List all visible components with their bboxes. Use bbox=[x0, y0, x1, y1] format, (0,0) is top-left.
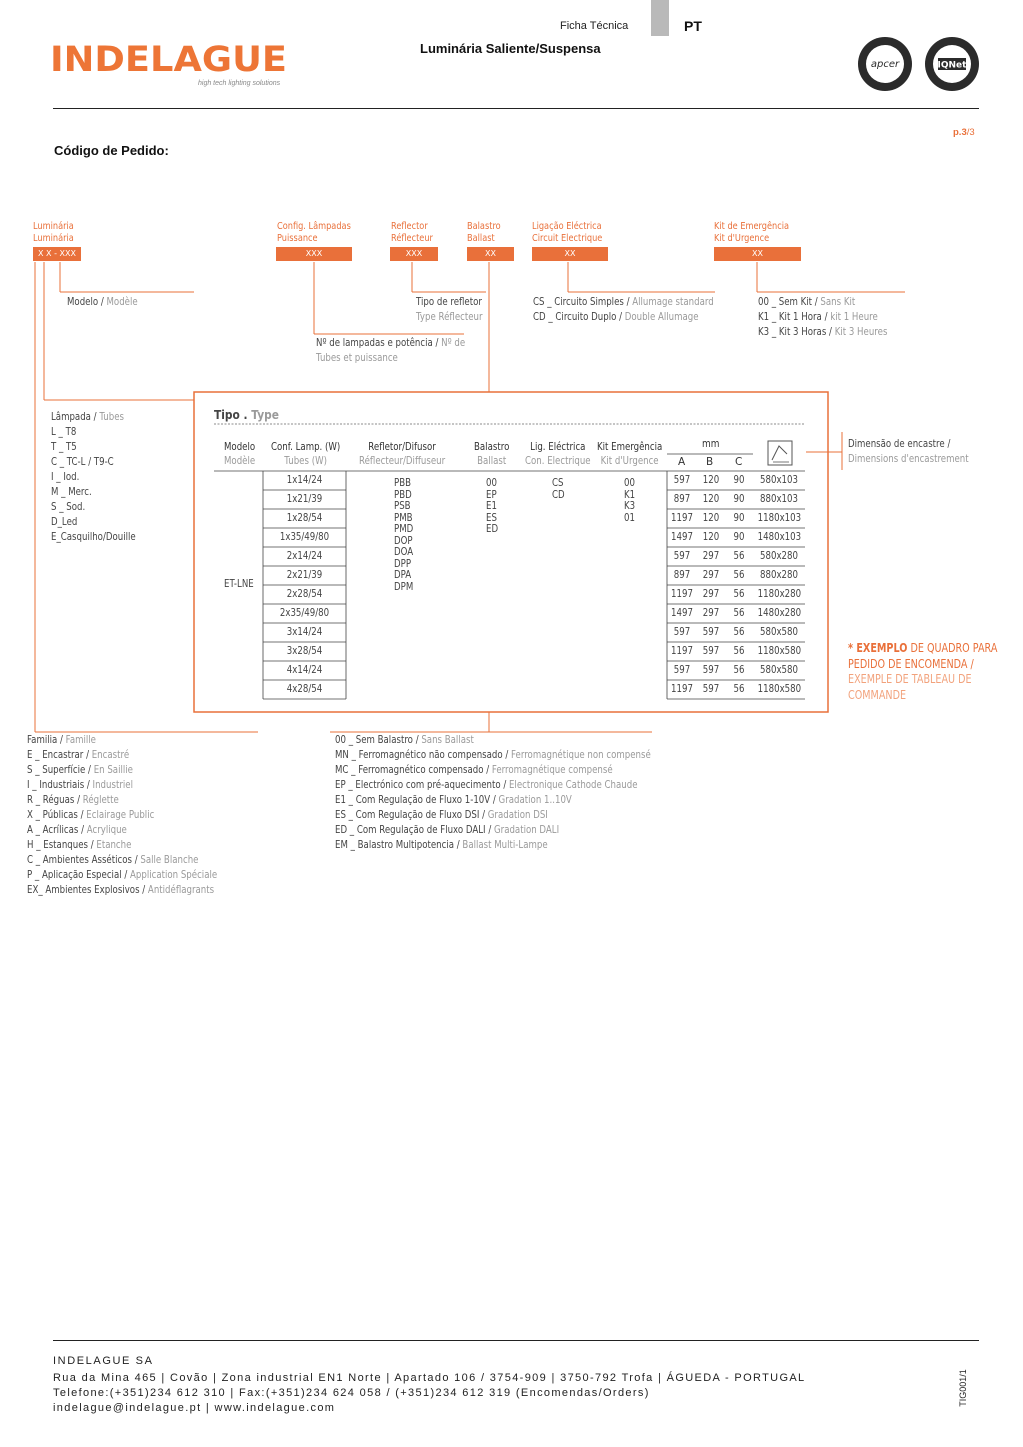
dim-cell: 120 bbox=[702, 512, 720, 524]
ligacao-code: CS bbox=[552, 477, 564, 489]
balastro-item bbox=[335, 838, 651, 853]
conf-cell: 1x21/39 bbox=[286, 493, 323, 505]
balastro-item bbox=[335, 808, 651, 823]
lampada-item: D_Led bbox=[51, 516, 78, 528]
balastro-item-fr: Ballast Multi-Lampe bbox=[462, 839, 548, 851]
lang-label: PT bbox=[684, 18, 702, 34]
balastro-item-fr: Gradation DSI bbox=[487, 809, 548, 821]
header-a: A bbox=[678, 456, 686, 468]
balastro-item bbox=[335, 793, 651, 808]
dim-cell: 90 bbox=[733, 512, 745, 524]
kit-opt-pt: K1 _ Kit 1 Hora / bbox=[758, 311, 831, 323]
code-box-balastro: XX bbox=[467, 247, 514, 261]
table-title-fr: Type bbox=[251, 407, 279, 422]
familia-item bbox=[27, 748, 217, 763]
code-header-kit-fr: Kit d'Urgence bbox=[714, 233, 770, 244]
doc-type: Ficha Técnica bbox=[560, 20, 629, 32]
ballast-code: ED bbox=[486, 523, 499, 535]
dimensao-label bbox=[848, 437, 969, 467]
header-ligacao-pt: Lig. Eléctrica bbox=[530, 441, 586, 453]
ligacao-opt-fr: Allumage standard bbox=[632, 296, 714, 308]
modelo-label-pt: Modelo / bbox=[67, 296, 107, 308]
familia-item-pt: R _ Réguas / bbox=[27, 794, 83, 806]
balastro-item-fr: Electronique Cathode Chaude bbox=[508, 779, 638, 791]
table-grid bbox=[0, 0, 1023, 720]
section-title: Código de Pedido: bbox=[54, 143, 169, 158]
tipo-refletor-fr: Type Réflecteur bbox=[416, 311, 483, 323]
conf-cell: 2x28/54 bbox=[286, 588, 323, 600]
code-box-reflector: XXX bbox=[390, 247, 438, 261]
reflector-list bbox=[394, 478, 413, 593]
balastro-item-pt: EP _ Electrónico com pré-aquecimento / bbox=[335, 779, 509, 791]
balastro-item-pt: ED _ Com Regulação de Fluxo DALI / bbox=[335, 824, 494, 836]
code-box-luminaria: X X - XXX bbox=[33, 247, 81, 261]
header-balastro-fr: Ballast bbox=[477, 455, 507, 467]
page-number-total: /3 bbox=[966, 127, 975, 138]
dim-cell: 897 bbox=[673, 569, 691, 581]
ligacao-opt-pt: CD _ Circuito Duplo / bbox=[533, 311, 625, 323]
dim-cell: 56 bbox=[733, 645, 745, 657]
kit-opt-pt: K3 _ Kit 3 Horas / bbox=[758, 326, 835, 338]
exemplo-line1: DE QUADRO PARA bbox=[907, 641, 998, 655]
code-header-config-fr: Puissance bbox=[277, 233, 318, 244]
code-header-luminaria-pt: Luminária bbox=[33, 221, 74, 232]
header-b: B bbox=[706, 456, 714, 468]
dim-cell: 597 bbox=[702, 645, 720, 657]
familia-item-fr: Etanche bbox=[96, 839, 132, 851]
balastro-item-fr: Gradation DALI bbox=[493, 824, 560, 836]
dim-cell: 597 bbox=[702, 683, 720, 695]
familia-item-fr: Industriel bbox=[92, 779, 133, 791]
footer-phone: Telefone:(+351)234 612 310 | Fax:(+351)234 624 058 / (+351)234 612 319 (Encomendas/Orders) bbox=[53, 1387, 650, 1399]
model-cell: ET-LNE bbox=[224, 578, 254, 590]
familia-item bbox=[27, 793, 217, 808]
familia-title-pt: Familia / bbox=[27, 734, 66, 746]
balastro-item-pt: 00 _ Sem Balastro / bbox=[335, 734, 422, 746]
header-conf-fr: Tubes (W) bbox=[284, 455, 327, 467]
familia-item-fr: Salle Blanche bbox=[140, 854, 199, 866]
header-kit-fr: Kit d'Urgence bbox=[600, 455, 659, 467]
conf-cell: 1x14/24 bbox=[286, 474, 323, 486]
code-header-ligacao-fr: Circuit Electrique bbox=[532, 233, 603, 244]
familia-item-pt: A _ Acrílicas / bbox=[27, 824, 87, 836]
table-row-dividers bbox=[263, 490, 805, 680]
kit-code: K3 bbox=[624, 500, 636, 512]
balastro-item-fr: Ferromagnétique compensé bbox=[491, 764, 613, 776]
svg-text:apcer: apcer bbox=[870, 59, 900, 70]
code-header-balastro-pt: Balastro bbox=[467, 221, 501, 232]
ligacao-list bbox=[552, 478, 565, 501]
conf-cell: 2x35/49/80 bbox=[279, 607, 330, 619]
balastro-legend bbox=[335, 733, 651, 853]
balastro-item-pt: MC _ Ferromagnético compensado / bbox=[335, 764, 492, 776]
familia-item-pt: S _ Superfície / bbox=[27, 764, 94, 776]
svg-text:IQNet: IQNet bbox=[937, 60, 967, 71]
familia-item-fr: Antidéflagrants bbox=[147, 884, 215, 896]
lampada-item: C _ TC-L / T9-C bbox=[51, 456, 114, 468]
reflector-code: DPA bbox=[394, 569, 412, 581]
code-header-kit-pt: Kit de Emergência bbox=[714, 221, 790, 232]
ballast-code: 00 bbox=[486, 477, 497, 489]
dim-cell: 120 bbox=[702, 493, 720, 505]
dim-cell: 56 bbox=[733, 664, 745, 676]
header-balastro-pt: Balastro bbox=[474, 441, 510, 453]
dim-cell: 880x280 bbox=[760, 569, 798, 581]
reflector-code: PMD bbox=[394, 523, 414, 535]
exemplo-line3: EXEMPLE DE TABLEAU DE bbox=[848, 672, 972, 686]
exemplo-line2: PEDIDO DE ENCOMENDA / bbox=[848, 656, 974, 671]
header-mm: mm bbox=[702, 438, 720, 450]
dim-cell: 297 bbox=[702, 607, 720, 619]
dim-cell: 580x280 bbox=[760, 550, 798, 562]
ligacao-opt-fr: Double Allumage bbox=[624, 311, 699, 323]
familia-item-pt: E _ Encastrar / bbox=[27, 749, 92, 761]
dim-cell: 56 bbox=[733, 607, 745, 619]
balastro-item bbox=[335, 733, 651, 748]
lampada-item: L _ T8 bbox=[51, 426, 77, 438]
dimensao-fr: Dimensions d'encastrement bbox=[848, 453, 969, 465]
ligacao-code: CD bbox=[552, 488, 565, 501]
dim-cell: 1180x580 bbox=[757, 683, 802, 695]
kit-opt-fr: kit 1 Heure bbox=[830, 311, 878, 323]
logo-text: INDELAGUE bbox=[50, 40, 288, 80]
conf-cell: 1x28/54 bbox=[286, 512, 323, 524]
dim-cell: 297 bbox=[702, 588, 720, 600]
ballast-list bbox=[486, 478, 498, 536]
reflector-code: DOA bbox=[394, 546, 414, 558]
balastro-item bbox=[335, 823, 651, 838]
code-header-config-pt: Config. Lâmpadas bbox=[277, 221, 351, 232]
dim-cell: 880x103 bbox=[760, 493, 798, 505]
dim-cell: 90 bbox=[733, 474, 745, 486]
conf-cell: 1x35/49/80 bbox=[279, 531, 330, 543]
conf-cell: 2x14/24 bbox=[286, 550, 323, 562]
header-ligacao-fr: Con. Electrique bbox=[525, 455, 591, 467]
dim-cell: 1197 bbox=[671, 645, 693, 657]
dim-cell: 120 bbox=[702, 474, 720, 486]
kit-code: K1 bbox=[624, 488, 636, 501]
reflector-code: PMB bbox=[394, 511, 413, 524]
kit-opt-fr: Kit 3 Heures bbox=[834, 326, 888, 338]
kit-code: 01 bbox=[624, 511, 635, 524]
dim-cell: 56 bbox=[733, 588, 745, 600]
familia-item-pt: P _ Aplicação Especial / bbox=[27, 869, 130, 881]
header-conf bbox=[271, 440, 340, 468]
reflector-code: PSB bbox=[394, 500, 411, 512]
footer-doc-code: TIG001/1 bbox=[957, 1369, 968, 1407]
footer-contact: indelague@indelague.pt | www.indelague.com bbox=[53, 1402, 336, 1414]
footer-company: INDELAGUE SA bbox=[53, 1355, 154, 1367]
header-modelo-pt: Modelo bbox=[224, 441, 256, 453]
conf-cell: 2x21/39 bbox=[286, 569, 323, 581]
ballast-code: ES bbox=[486, 511, 497, 524]
code-box-ligacao: XX bbox=[532, 247, 608, 261]
code-header-luminaria-fr: Luminária bbox=[33, 233, 74, 244]
lampada-item: S _ Sod. bbox=[51, 501, 86, 513]
modelo-label-fr: Modèle bbox=[106, 296, 138, 308]
familia-item bbox=[27, 868, 217, 883]
header-modelo bbox=[224, 440, 255, 468]
familia-item bbox=[27, 763, 217, 778]
balastro-item-pt: MN _ Ferromagnético não compensado / bbox=[335, 749, 512, 761]
dim-cell: 580x103 bbox=[760, 474, 798, 486]
kit-code: 00 bbox=[624, 477, 635, 489]
dim-cell: 297 bbox=[702, 569, 720, 581]
dim-cell: 1497 bbox=[671, 531, 693, 543]
dim-cell: 897 bbox=[673, 493, 691, 505]
n-lampadas-fr2: Tubes et puissance bbox=[316, 352, 398, 364]
dim-cell: 56 bbox=[733, 683, 745, 695]
reflector-code: PBD bbox=[394, 488, 412, 501]
familia-item-pt: H _ Estanques / bbox=[27, 839, 97, 851]
lampada-title-fr: Tubes bbox=[99, 411, 124, 423]
familia-item bbox=[27, 823, 217, 838]
familia-item-pt: EX_ Ambientes Explosivos / bbox=[27, 884, 148, 896]
header-c: C bbox=[735, 456, 743, 468]
ballast-code: EP bbox=[486, 488, 497, 501]
kit-opt-pt: 00 _ Sem Kit / bbox=[758, 296, 821, 308]
reflector-code: PBB bbox=[394, 477, 412, 489]
familia-item bbox=[27, 808, 217, 823]
familia-item-fr: Eclairage Public bbox=[86, 809, 155, 821]
dim-cell: 297 bbox=[702, 550, 720, 562]
header-kit-pt: Kit Emergência bbox=[597, 441, 663, 453]
lampada-item: I _ Iod. bbox=[51, 471, 80, 483]
n-lampadas-fr1: Nº de bbox=[441, 337, 466, 349]
code-header-balastro-fr: Ballast bbox=[467, 233, 495, 244]
balastro-item-pt: ES _ Com Regulação de Fluxo DSI / bbox=[335, 809, 488, 821]
dim-cell: 56 bbox=[733, 626, 745, 638]
dim-cell: 597 bbox=[673, 664, 691, 676]
familia-item-pt: X _ Públicas / bbox=[27, 809, 87, 821]
conf-cell: 4x28/54 bbox=[286, 683, 323, 695]
ligacao-opt-pt: CS _ Circuito Simples / bbox=[533, 296, 633, 308]
n-lampadas-pt: Nº de lampadas e potência / bbox=[316, 337, 442, 349]
page-number-current: p.3 bbox=[953, 127, 967, 138]
conf-cell: 3x28/54 bbox=[286, 645, 323, 657]
footer-address: Rua da Mina 465 | Covão | Zona industrial EN1 Norte | Apartado 106 / 3754-909 | 3750-792 Trofa | ÁGUEDA - PORTUGAL bbox=[53, 1372, 806, 1384]
reflector-code: DOP bbox=[394, 534, 413, 547]
tipo-refletor-pt: Tipo de refletor bbox=[416, 296, 482, 308]
header-refletor-pt: Refletor/Difusor bbox=[368, 441, 436, 453]
balastro-item-fr: Sans Ballast bbox=[421, 734, 474, 746]
familia-item-fr: Encastré bbox=[91, 749, 130, 761]
dim-cell: 1497 bbox=[671, 607, 693, 619]
lampada-item: M _ Merc. bbox=[51, 486, 92, 498]
dim-cell: 1480x103 bbox=[757, 531, 802, 543]
familia-item-fr: En Saillie bbox=[93, 764, 133, 776]
familia-item bbox=[27, 838, 217, 853]
dim-cell: 90 bbox=[733, 531, 745, 543]
balastro-item bbox=[335, 748, 651, 763]
dim-cell: 120 bbox=[702, 531, 720, 543]
table-title-pt: Tipo . bbox=[214, 407, 252, 422]
dim-cell: 597 bbox=[673, 626, 691, 638]
reflector-code: DPM bbox=[394, 580, 414, 593]
header-balastro bbox=[474, 440, 509, 468]
logo-tagline: high tech lighting solutions bbox=[198, 80, 281, 87]
dim-cell: 1180x580 bbox=[757, 645, 802, 657]
footer-divider bbox=[53, 1340, 979, 1341]
dim-cell: 1180x280 bbox=[757, 588, 802, 600]
reflector-code: DPP bbox=[394, 557, 412, 570]
balastro-item-fr: Gradation 1..10V bbox=[498, 794, 572, 806]
dim-cell: 1180x103 bbox=[757, 512, 802, 524]
doc-title: Luminária Saliente/Suspensa bbox=[420, 41, 601, 56]
dim-cell: 597 bbox=[702, 626, 720, 638]
code-box-kit: XX bbox=[714, 247, 801, 261]
balastro-item bbox=[335, 778, 651, 793]
balastro-item-pt: EM _ Balastro Multipotencia / bbox=[335, 839, 463, 851]
kit-opt-fr: Sans Kit bbox=[820, 296, 856, 308]
header-refletor-fr: Réflecteur/Diffuseur bbox=[359, 455, 446, 467]
dim-cell: 580x580 bbox=[760, 664, 798, 676]
familia-item-pt: C _ Ambientes Asséticos / bbox=[27, 854, 141, 866]
dim-cell: 597 bbox=[673, 474, 691, 486]
header-refletor bbox=[359, 440, 445, 468]
kit-list bbox=[624, 478, 635, 524]
dim-cell: 580x580 bbox=[760, 626, 798, 638]
code-header-reflector-fr: Réflecteur bbox=[391, 233, 433, 244]
code-box-config: XXX bbox=[276, 247, 352, 261]
exemplo-line4: COMMANDE bbox=[848, 687, 907, 702]
header-ligacao bbox=[525, 440, 591, 468]
header-modelo-fr: Modèle bbox=[224, 455, 256, 467]
header-kit bbox=[597, 440, 662, 468]
familia-title-fr: Famille bbox=[65, 734, 96, 746]
lampada-title-pt: Lâmpada / bbox=[51, 411, 100, 423]
exemplo-note bbox=[848, 641, 997, 703]
exemplo-star: * EXEMPLO bbox=[848, 641, 908, 655]
dim-cell: 1197 bbox=[671, 683, 693, 695]
familia-item bbox=[27, 778, 217, 793]
familia-item-pt: I _ Industriais / bbox=[27, 779, 93, 791]
code-header-reflector-pt: Reflector bbox=[391, 221, 428, 232]
dim-cell: 597 bbox=[673, 550, 691, 562]
familia-item bbox=[27, 883, 217, 898]
lampada-item: T _ T5 bbox=[51, 441, 77, 453]
ballast-code: E1 bbox=[486, 500, 497, 512]
familia-item-fr: Réglette bbox=[82, 794, 119, 806]
dim-cell: 56 bbox=[733, 550, 745, 562]
dim-cell: 1197 bbox=[671, 512, 693, 524]
cutout-dimension-icon bbox=[767, 440, 793, 466]
familia-item-fr: Acrylique bbox=[86, 824, 127, 836]
balastro-item bbox=[335, 763, 651, 778]
dim-cell: 90 bbox=[733, 493, 745, 505]
familia-item-fr: Application Spéciale bbox=[129, 869, 218, 881]
balastro-item-fr: Ferromagnétique non compensé bbox=[511, 749, 651, 761]
dim-cell: 1197 bbox=[671, 588, 693, 600]
balastro-item-pt: E1 _ Com Regulação de Fluxo 1-10V / bbox=[335, 794, 499, 806]
dimensao-pt: Dimensão de encastre / bbox=[848, 438, 951, 450]
dim-cell: 1480x280 bbox=[757, 607, 802, 619]
conf-cell: 3x14/24 bbox=[286, 626, 323, 638]
lampada-item: E_Casquilho/Douille bbox=[51, 531, 136, 543]
conf-cell: 4x14/24 bbox=[286, 664, 323, 676]
dim-cell: 56 bbox=[733, 569, 745, 581]
familia-legend bbox=[27, 733, 217, 898]
header-conf-pt: Conf. Lamp. (W) bbox=[271, 441, 341, 453]
code-header-ligacao-pt: Ligação Eléctrica bbox=[532, 221, 602, 232]
familia-item bbox=[27, 853, 217, 868]
dim-cell: 597 bbox=[702, 664, 720, 676]
